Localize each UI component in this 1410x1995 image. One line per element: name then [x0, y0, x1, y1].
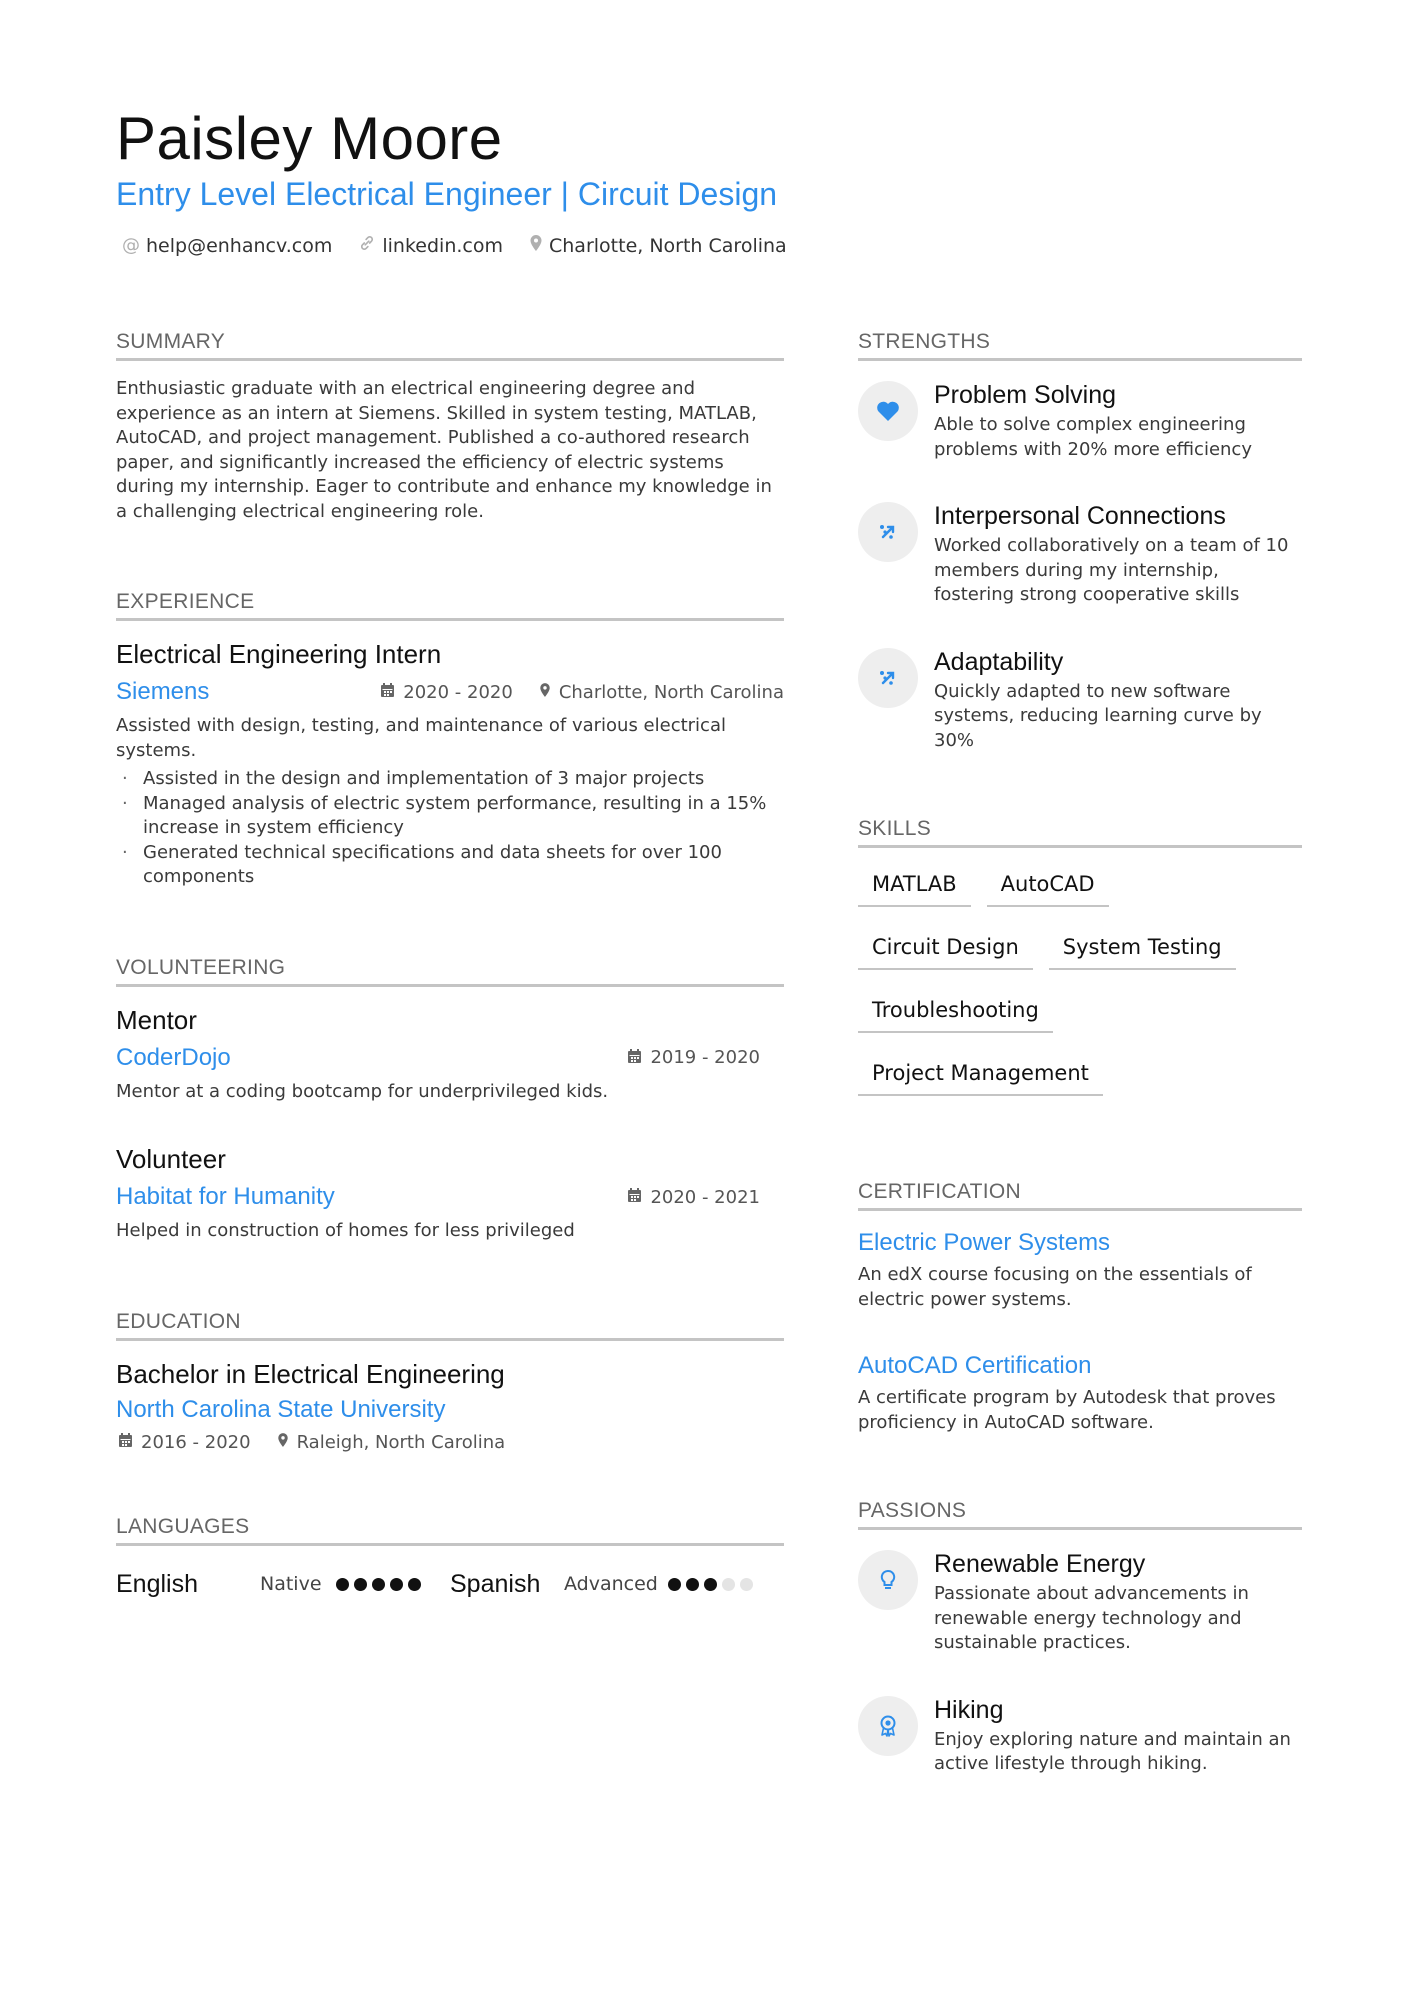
education-dates: 2016 - 2020 — [141, 1431, 251, 1453]
volunteering-meta — [627, 1187, 760, 1208]
skills-heading: SKILLS — [858, 817, 1302, 848]
map-pin-icon — [277, 1432, 289, 1452]
calendar-icon — [118, 1432, 133, 1452]
strength-title: Adaptability — [934, 647, 1064, 676]
contact-linkedin[interactable] — [358, 234, 503, 257]
people-arrows-icon — [858, 502, 918, 562]
experience-location: Charlotte, North Carolina — [558, 681, 784, 703]
certification-item — [858, 1352, 1302, 1435]
map-pin-icon — [539, 682, 551, 702]
languages-row — [116, 1570, 784, 1599]
rating-dot — [722, 1578, 735, 1591]
strength-text: Worked collaboratively on a team of 10 members during my internship, fostering strong cooperative skills — [934, 535, 1289, 605]
experience-bullet: · Assisted in the design and implementation of 3 major projects — [116, 767, 784, 792]
experience-role: Electrical Engineering Intern — [116, 639, 442, 669]
passion-item — [858, 1696, 1302, 1777]
rating-dot — [408, 1578, 421, 1591]
languages-heading: LANGUAGES — [116, 1515, 784, 1546]
calendar-icon — [627, 1048, 642, 1068]
strength-title: Problem Solving — [934, 381, 1117, 409]
experience-heading: EXPERIENCE — [116, 590, 784, 621]
experience-item — [116, 639, 784, 890]
strength-item — [858, 381, 1302, 462]
contact-location — [529, 234, 787, 257]
skill-tag: AutoCAD — [987, 866, 1109, 907]
contact-linkedin-text: linkedin.com — [382, 234, 503, 257]
skill-tag: Troubleshooting — [858, 992, 1053, 1033]
education-item — [116, 1359, 784, 1453]
award-icon — [858, 1696, 918, 1756]
passion-text: Passionate about advancements in renewable energy technology and sustainable practices. — [934, 1583, 1249, 1653]
candidate-headline: Entry Level Electrical Engineer | Circuit Design — [116, 176, 778, 212]
rating-dot — [704, 1578, 717, 1591]
candidate-name: Paisley Moore — [116, 105, 503, 172]
strengths-heading: STRENGTHS — [858, 330, 1302, 361]
experience-bullet: · Generated technical specifications and data sheets for over 100 components — [116, 841, 784, 890]
language-rating — [668, 1578, 758, 1591]
skill-tag: MATLAB — [858, 866, 971, 907]
experience-dates: 2020 - 2020 — [403, 681, 513, 703]
heart-icon — [858, 381, 918, 441]
volunteering-meta — [627, 1047, 760, 1068]
language-name: Spanish — [450, 1569, 541, 1598]
left-column — [116, 330, 784, 1599]
passion-text: Enjoy exploring nature and maintain an active lifestyle through hiking. — [934, 1728, 1291, 1774]
rating-dot — [668, 1578, 681, 1591]
education-meta — [116, 1432, 784, 1453]
link-icon — [358, 234, 376, 257]
education-location: Raleigh, North Carolina — [296, 1431, 506, 1453]
passion-title: Hiking — [934, 1695, 1004, 1724]
experience-bullets — [116, 767, 784, 890]
passions-heading: PASSIONS — [858, 1499, 1302, 1530]
strength-title: Interpersonal Connections — [934, 502, 1226, 530]
calendar-icon — [380, 682, 395, 702]
rating-dot — [354, 1578, 367, 1591]
skill-tag: System Testing — [1049, 929, 1236, 970]
language-name: English — [116, 1569, 198, 1598]
contact-bar — [122, 234, 813, 257]
experience-bullet: · Managed analysis of electric system performance, resulting in a 15% increase in system efficiency — [116, 792, 784, 841]
contact-email[interactable] — [122, 235, 332, 257]
volunteering-dates: 2019 - 2020 — [650, 1047, 760, 1068]
people-arrows-icon — [858, 648, 918, 708]
right-column — [858, 330, 1302, 1777]
certification-title: AutoCAD Certification — [858, 1352, 1092, 1379]
skill-tag: Circuit Design — [858, 929, 1033, 970]
skills-list — [858, 866, 1302, 1118]
certification-heading: CERTIFICATION — [858, 1180, 1302, 1211]
volunteering-dates: 2020 - 2021 — [650, 1186, 760, 1208]
volunteering-description: Helped in construction of homes for less privileged — [116, 1220, 575, 1241]
rating-dot — [372, 1578, 385, 1591]
certification-title: Electric Power Systems — [858, 1229, 1111, 1256]
education-degree: Bachelor in Electrical Engineering — [116, 1358, 505, 1389]
language-level: Advanced — [564, 1573, 658, 1595]
contact-email-text: help@enhancv.com — [146, 234, 333, 257]
certification-text: An edX course focusing on the essentials of electric power systems. — [858, 1264, 1252, 1310]
experience-meta — [380, 682, 784, 703]
education-heading: EDUCATION — [116, 1310, 784, 1341]
language-rating — [336, 1578, 450, 1591]
certification-item — [858, 1229, 1302, 1312]
rating-dot — [740, 1578, 753, 1591]
passion-title: Renewable Energy — [934, 1550, 1146, 1578]
volunteering-item — [116, 1005, 784, 1105]
rating-dot — [686, 1578, 699, 1591]
strength-item — [858, 502, 1302, 608]
certification-text: A certificate program by Autodesk that proves proficiency in AutoCAD software. — [858, 1387, 1276, 1433]
summary-text: Enthusiastic graduate with an electrical engineering degree and experience as an intern at Siemens. Skilled in system testing, MATLAB, AutoCAD, and project management. Published a co-authored research paper, and significantly increased the efficiency of electric systems during my internship. Eager to contribute and enhance my knowledge in a challenging electrical engineering role. — [116, 378, 772, 522]
experience-description: Assisted with design, testing, and maintenance of various electrical systems. — [116, 715, 726, 761]
skill-tag: Project Management — [858, 1055, 1103, 1096]
volunteering-org: Habitat for Humanity — [116, 1183, 335, 1210]
strength-item — [858, 648, 1302, 754]
strength-text: Able to solve complex engineering problems with 20% more efficiency — [934, 414, 1252, 460]
volunteering-role: Mentor — [116, 1004, 197, 1035]
education-school: North Carolina State University — [116, 1395, 446, 1423]
volunteering-org: CoderDojo — [116, 1043, 231, 1071]
volunteering-heading: VOLUNTEERING — [116, 956, 784, 987]
volunteering-description: Mentor at a coding bootcamp for underprivileged kids. — [116, 1080, 609, 1102]
rating-dot — [336, 1578, 349, 1591]
volunteering-item — [116, 1144, 784, 1244]
rating-dot — [390, 1578, 403, 1591]
passion-item — [858, 1550, 1302, 1656]
lightbulb-icon — [858, 1550, 918, 1610]
calendar-icon — [627, 1187, 642, 1207]
summary-heading: SUMMARY — [116, 330, 784, 361]
contact-location-text: Charlotte, North Carolina — [549, 234, 787, 257]
volunteering-role: Volunteer — [116, 1144, 226, 1174]
map-pin-icon — [529, 234, 543, 257]
language-level: Native — [260, 1573, 322, 1595]
strength-text: Quickly adapted to new software systems, reducing learning curve by 30% — [934, 680, 1262, 751]
experience-company: Siemens — [116, 678, 210, 705]
at-icon: @ — [122, 235, 140, 256]
